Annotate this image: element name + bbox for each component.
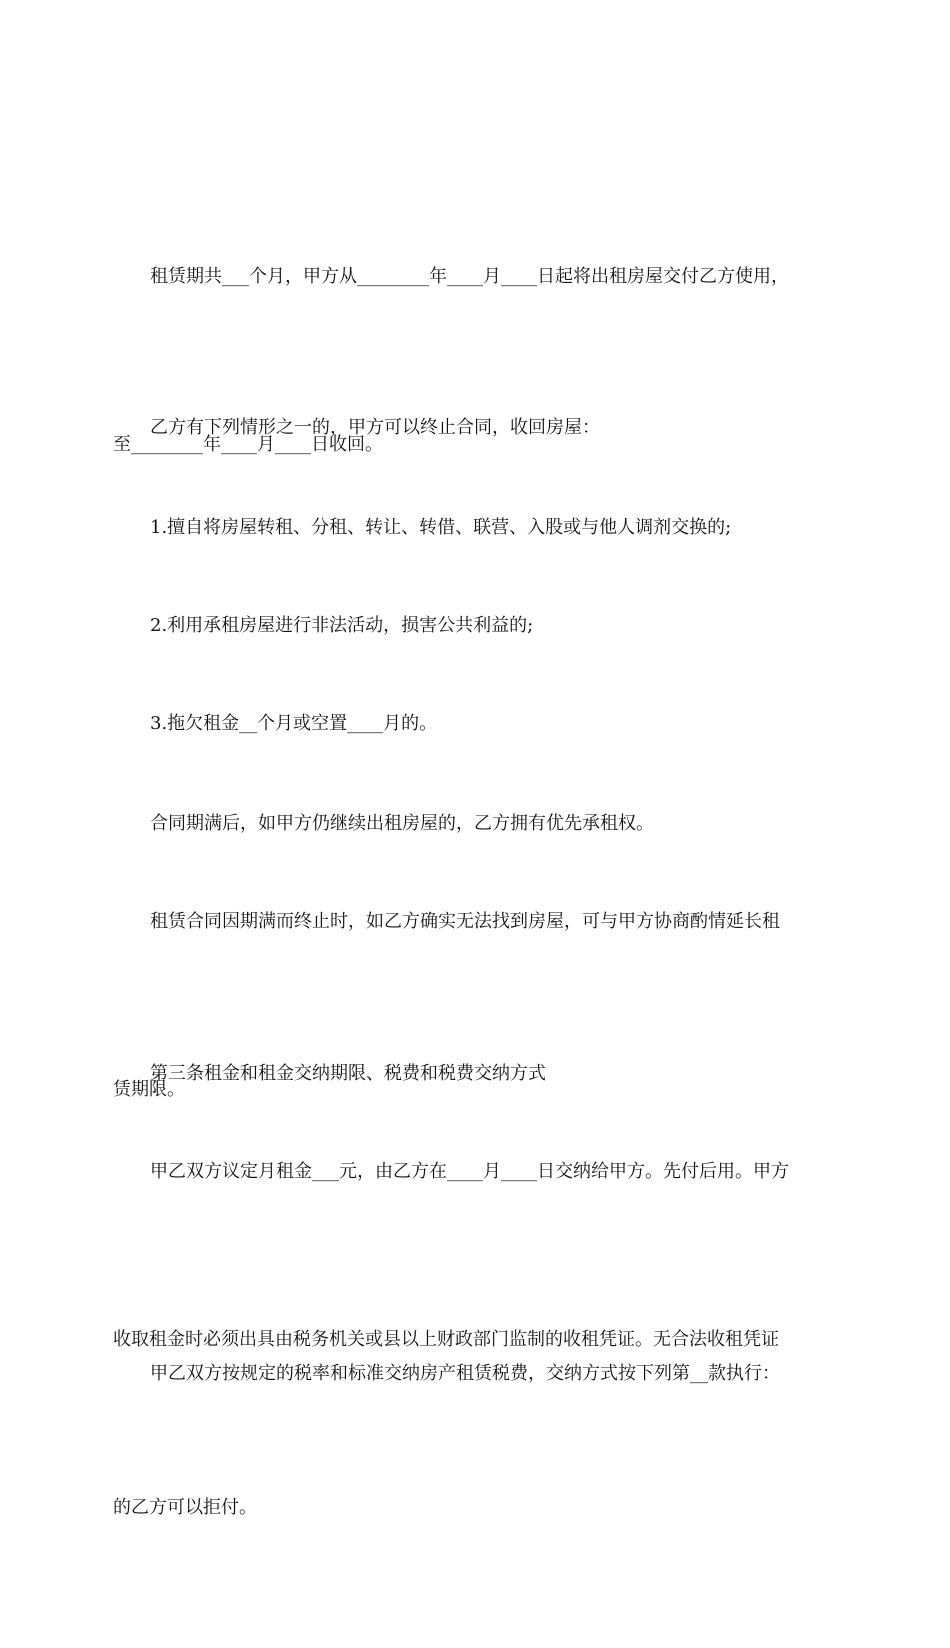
paragraph-line: 甲乙双方议定月租金___元，由乙方在____月____日交纳给甲方。先付后用。甲方	[150, 1161, 789, 1182]
paragraph-line: 租赁期共___个月，甲方从________年____月____日起将出租房屋交付乙方使用，	[150, 266, 789, 287]
paragraph-line: 第三条租金和租金交纳期限、税费和税费交纳方式	[150, 1063, 546, 1084]
paragraph-line: 乙方有下列情形之一的，甲方可以终止合同，收回房屋：	[150, 417, 600, 438]
paragraph-line: 2.利用承租房屋进行非法活动，损害公共利益的;	[150, 615, 534, 636]
paragraph-line: 租赁合同因期满而终止时，如乙方确实无法找到房屋，可与甲方协商酌情延长租	[150, 911, 780, 932]
paragraph-line: 的乙方可以拒付。	[113, 1497, 257, 1518]
paragraph-line: 合同期满后，如甲方仍继续出租房屋的，乙方拥有优先承租权。	[150, 813, 654, 834]
paragraph-line: 赁期限。	[113, 1079, 185, 1100]
paragraph-line: 3.拖欠租金__个月或空置____月的。	[150, 713, 438, 734]
paragraph-line: 至________年____月____日收回。	[113, 434, 383, 455]
paragraph-tax	[113, 1234, 837, 1514]
paragraph-line: 甲乙双方按规定的税率和标准交纳房产租赁税费，交纳方式按下列第__款执行：	[150, 1363, 780, 1384]
paragraph-line: 1.擅自将房屋转租、分租、转让、转借、联营、入股或与他人调剂交换的;	[150, 517, 732, 538]
paragraph-line: 收取租金时必须出具由税务机关或县以上财政部门监制的收租凭证。无合法收租凭证	[113, 1329, 779, 1350]
